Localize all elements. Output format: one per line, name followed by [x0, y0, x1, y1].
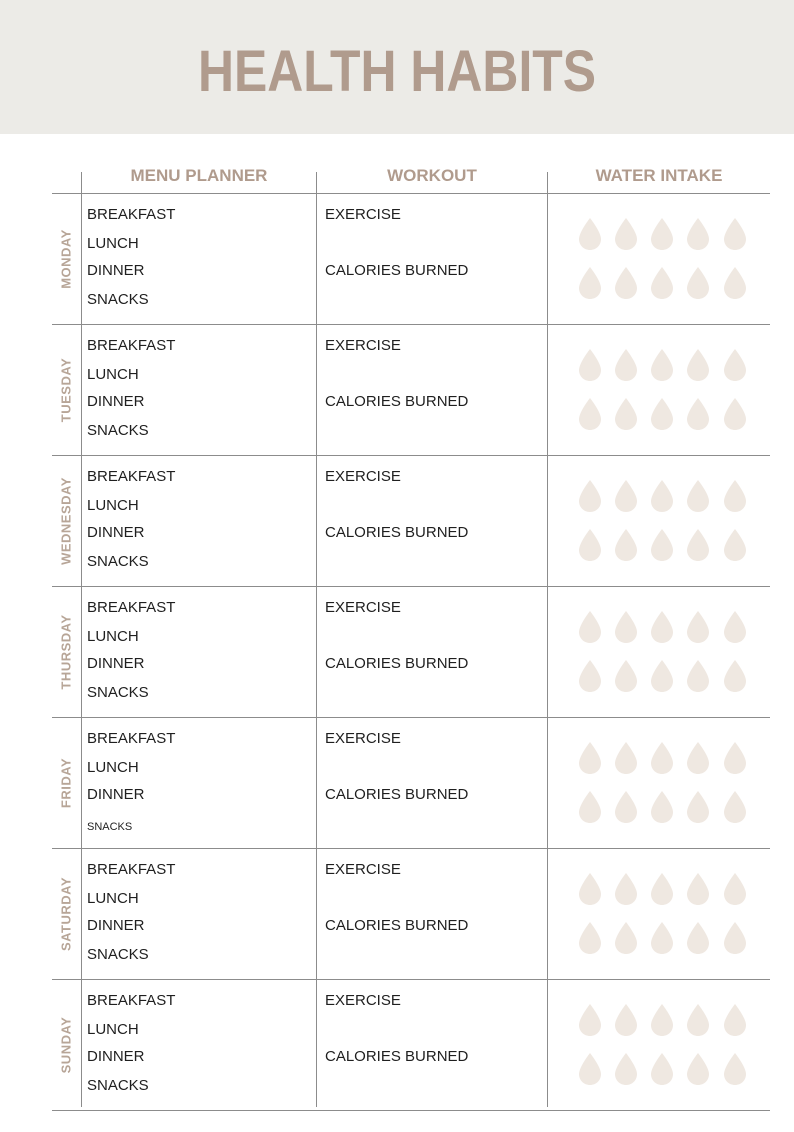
water-drop-icon[interactable]	[613, 479, 639, 513]
water-drop-icon[interactable]	[649, 217, 675, 251]
water-drop-icon[interactable]	[722, 659, 748, 693]
row-divider	[52, 324, 770, 325]
water-drop-icon[interactable]	[685, 790, 711, 824]
water-drop-icon[interactable]	[649, 348, 675, 382]
water-drop-icon[interactable]	[577, 397, 603, 431]
water-drop-icon[interactable]	[613, 872, 639, 906]
water-drop-icon[interactable]	[649, 266, 675, 300]
water-drop-icon[interactable]	[685, 1052, 711, 1086]
water-drop-icon[interactable]	[577, 528, 603, 562]
water-drop-icon[interactable]	[613, 1052, 639, 1086]
water-drop-icon[interactable]	[722, 741, 748, 775]
column-heading-water-intake: WATER INTAKE	[595, 166, 723, 185]
water-drop-icon[interactable]	[613, 610, 639, 644]
meal-label-lunch: LUNCH	[87, 628, 139, 645]
row-divider	[52, 848, 770, 849]
water-drop-icon[interactable]	[577, 1003, 603, 1037]
water-drop-icon[interactable]	[685, 528, 711, 562]
water-drop-icon[interactable]	[685, 397, 711, 431]
water-drop-icon[interactable]	[577, 659, 603, 693]
workout-label-calories-burned: CALORIES BURNED	[325, 262, 469, 279]
meal-label-snacks: SNACKS	[87, 291, 149, 308]
water-drop-icon[interactable]	[613, 790, 639, 824]
meal-label-snacks: SNACKS	[87, 684, 149, 701]
water-drop-icon[interactable]	[613, 397, 639, 431]
water-drop-icon[interactable]	[613, 528, 639, 562]
water-drop-icon[interactable]	[649, 921, 675, 955]
water-drop-icon[interactable]	[685, 659, 711, 693]
water-drop-icon[interactable]	[685, 479, 711, 513]
workout-label-calories-burned: CALORIES BURNED	[325, 786, 469, 803]
workout-label-exercise: EXERCISE	[325, 992, 401, 1009]
water-drop-icon[interactable]	[685, 1003, 711, 1037]
table-header-rule	[52, 193, 770, 194]
water-drop-icon[interactable]	[577, 872, 603, 906]
water-drop-icon[interactable]	[722, 348, 748, 382]
water-drop-icon[interactable]	[613, 266, 639, 300]
page-title: HEALTH HABITS	[197, 39, 597, 104]
water-drop-icon[interactable]	[722, 397, 748, 431]
day-label: SATURDAY	[58, 876, 73, 951]
workout-label-calories-burned: CALORIES BURNED	[325, 1048, 469, 1065]
water-drop-icon[interactable]	[649, 528, 675, 562]
meal-label-snacks: SNACKS	[87, 946, 149, 963]
water-drop-icon[interactable]	[722, 266, 748, 300]
water-drop-icon[interactable]	[722, 217, 748, 251]
meal-label-breakfast: BREAKFAST	[87, 599, 176, 616]
water-drop-icon[interactable]	[722, 790, 748, 824]
row-divider	[52, 1110, 770, 1111]
water-drop-icon[interactable]	[649, 790, 675, 824]
water-drop-icon[interactable]	[577, 921, 603, 955]
meal-label-breakfast: BREAKFAST	[87, 468, 176, 485]
water-drop-icon[interactable]	[685, 921, 711, 955]
water-drop-icon[interactable]	[722, 872, 748, 906]
water-drop-icon[interactable]	[577, 610, 603, 644]
column-heading-menu-planner: MENU PLANNER	[130, 166, 268, 185]
water-drop-icon[interactable]	[577, 790, 603, 824]
workout-label-exercise: EXERCISE	[325, 730, 401, 747]
row-divider	[52, 455, 770, 456]
water-drop-icon[interactable]	[722, 921, 748, 955]
water-drop-icon[interactable]	[685, 217, 711, 251]
water-drop-icon[interactable]	[577, 348, 603, 382]
water-drop-icon[interactable]	[722, 610, 748, 644]
workout-label-calories-burned: CALORIES BURNED	[325, 655, 469, 672]
water-drop-icon[interactable]	[685, 741, 711, 775]
water-drop-icon[interactable]	[649, 872, 675, 906]
workout-label-exercise: EXERCISE	[325, 206, 401, 223]
water-drop-icon[interactable]	[613, 659, 639, 693]
meal-label-dinner: DINNER	[87, 655, 145, 672]
water-drop-icon[interactable]	[577, 1052, 603, 1086]
column-divider-day	[81, 172, 82, 1107]
column-divider-workout	[547, 172, 548, 1107]
column-heading-workout: WORKOUT	[387, 166, 477, 185]
meal-label-dinner: DINNER	[87, 1048, 145, 1065]
day-label: SUNDAY	[58, 1016, 73, 1073]
water-drop-icon[interactable]	[613, 348, 639, 382]
meal-label-dinner: DINNER	[87, 786, 145, 803]
meal-label-dinner: DINNER	[87, 393, 145, 410]
water-drop-icon[interactable]	[649, 1052, 675, 1086]
water-drop-icon[interactable]	[577, 479, 603, 513]
meal-label-breakfast: BREAKFAST	[87, 861, 176, 878]
meal-label-dinner: DINNER	[87, 917, 145, 934]
water-drop-icon[interactable]	[649, 479, 675, 513]
workout-label-calories-burned: CALORIES BURNED	[325, 917, 469, 934]
row-divider	[52, 586, 770, 587]
workout-label-exercise: EXERCISE	[325, 337, 401, 354]
water-drop-icon[interactable]	[577, 217, 603, 251]
water-drop-icon[interactable]	[649, 1003, 675, 1037]
day-label: FRIDAY	[58, 757, 73, 808]
column-divider-menu	[316, 172, 317, 1107]
meal-label-snacks: SNACKS	[87, 422, 149, 439]
water-drop-icon[interactable]	[685, 266, 711, 300]
water-drop-icon[interactable]	[685, 610, 711, 644]
water-drop-icon[interactable]	[577, 741, 603, 775]
water-drop-icon[interactable]	[722, 1003, 748, 1037]
water-drop-icon[interactable]	[613, 741, 639, 775]
meal-label-snacks: SNACKS	[87, 821, 133, 833]
meal-label-snacks: SNACKS	[87, 553, 149, 570]
water-drop-icon[interactable]	[577, 266, 603, 300]
meal-label-breakfast: BREAKFAST	[87, 206, 176, 223]
day-label: MONDAY	[58, 228, 73, 289]
workout-label-calories-burned: CALORIES BURNED	[325, 393, 469, 410]
workout-label-calories-burned: CALORIES BURNED	[325, 524, 469, 541]
day-label: WEDNESDAY	[58, 476, 73, 565]
water-drop-icon[interactable]	[722, 1052, 748, 1086]
meal-label-dinner: DINNER	[87, 262, 145, 279]
water-drop-icon[interactable]	[649, 741, 675, 775]
meal-label-snacks: SNACKS	[87, 1077, 149, 1094]
water-drop-icon[interactable]	[649, 610, 675, 644]
meal-label-lunch: LUNCH	[87, 235, 139, 252]
water-drop-icon[interactable]	[613, 217, 639, 251]
row-divider	[52, 717, 770, 718]
meal-label-lunch: LUNCH	[87, 497, 139, 514]
workout-label-exercise: EXERCISE	[325, 468, 401, 485]
water-drop-icon[interactable]	[685, 348, 711, 382]
day-label: TUESDAY	[58, 357, 73, 422]
meal-label-lunch: LUNCH	[87, 1021, 139, 1038]
meal-label-lunch: LUNCH	[87, 366, 139, 383]
meal-label-dinner: DINNER	[87, 524, 145, 541]
row-divider	[52, 979, 770, 980]
day-label: THURSDAY	[58, 613, 73, 690]
workout-label-exercise: EXERCISE	[325, 861, 401, 878]
water-drop-icon[interactable]	[613, 921, 639, 955]
water-drop-icon[interactable]	[613, 1003, 639, 1037]
workout-label-exercise: EXERCISE	[325, 599, 401, 616]
water-drop-icon[interactable]	[649, 397, 675, 431]
meal-label-lunch: LUNCH	[87, 759, 139, 776]
water-drop-icon[interactable]	[722, 528, 748, 562]
water-drop-icon[interactable]	[649, 659, 675, 693]
meal-label-breakfast: BREAKFAST	[87, 337, 176, 354]
meal-label-breakfast: BREAKFAST	[87, 992, 176, 1009]
water-drop-icon[interactable]	[722, 479, 748, 513]
meal-label-lunch: LUNCH	[87, 890, 139, 907]
meal-label-breakfast: BREAKFAST	[87, 730, 176, 747]
water-drop-icon[interactable]	[685, 872, 711, 906]
